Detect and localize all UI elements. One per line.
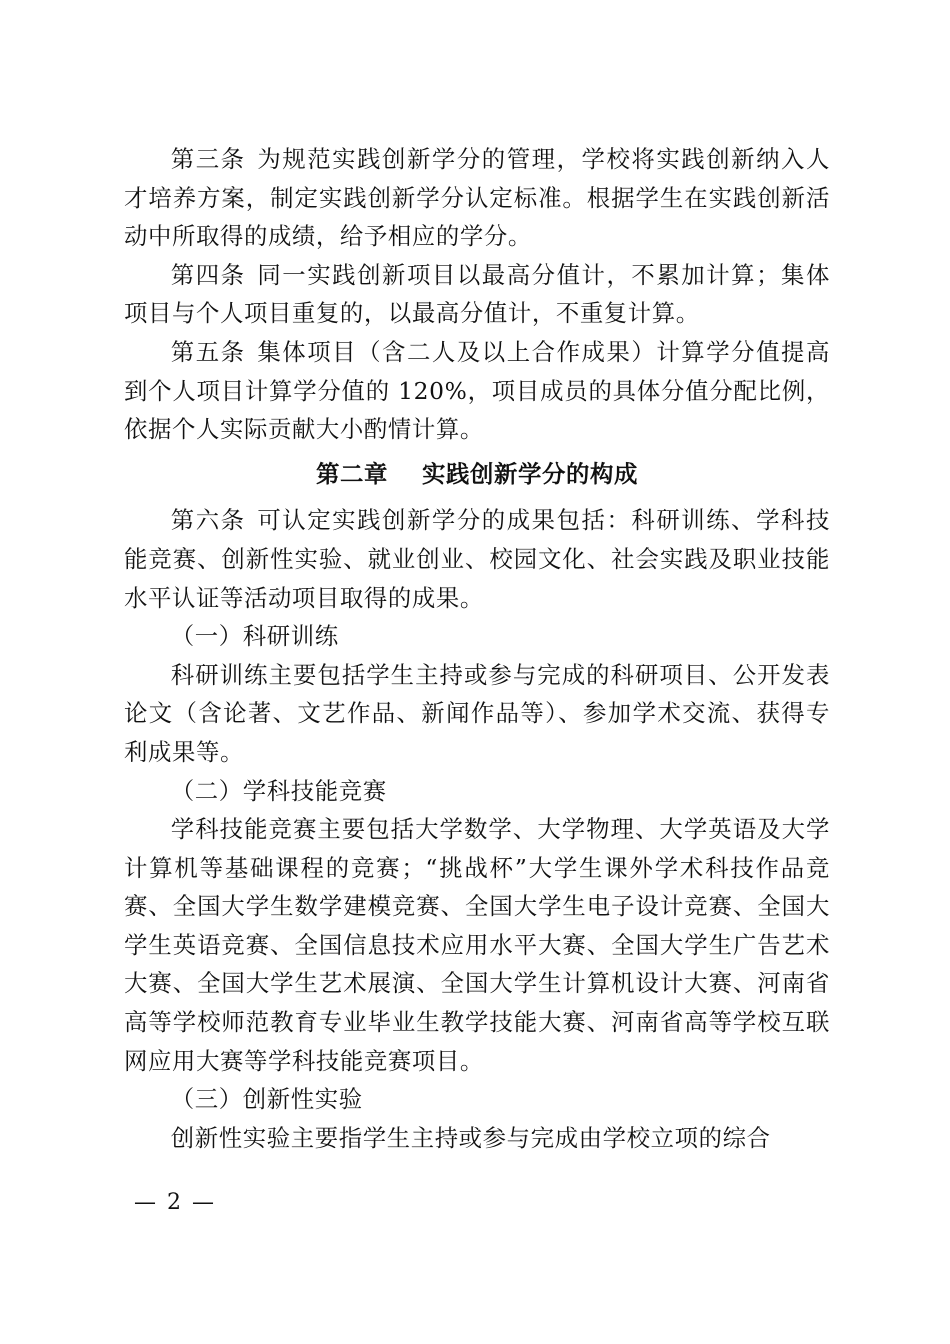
article-6 — [124, 501, 830, 617]
article-4-lead: 第四条 — [170, 260, 246, 289]
chapter-heading — [124, 449, 830, 502]
section-3-heading: （三）创新性实验 — [170, 1085, 363, 1114]
chapter-number: 第二章 — [316, 459, 389, 488]
section-1-heading: （一）科研训练 — [170, 622, 339, 651]
article-3 — [124, 140, 830, 256]
page-number: — 2 — — [134, 1190, 216, 1215]
section-1-text: 科研训练主要包括学生主持或参与完成的科研项目、公开发表论文（含论著、文艺作品、新闻作品等）、参加学术交流、获得专利成果等。 — [124, 660, 830, 766]
chapter-title: 实践创新学分的构成 — [422, 459, 638, 488]
article-5-text: 集体项目（含二人及以上合作成果）计算学分值提高到个人项目计算学分值的 120%，项目成员的具体分值分配比例，依据个人实际贡献大小酌情计算。 — [124, 337, 830, 444]
article-5-lead: 第五条 — [170, 337, 246, 366]
article-6-lead: 第六条 — [170, 506, 246, 535]
document-body — [124, 140, 830, 1157]
article-4-text: 同一实践创新项目以最高分值计，不累加计算；集体项目与个人项目重复的，以最高分值计，不重复计算。 — [124, 260, 830, 328]
article-3-text: 为规范实践创新学分的管理，学校将实践创新纳入人才培养方案，制定实践创新学分认定标准。根据学生在实践创新活动中所取得的成绩，给予相应的学分。 — [124, 145, 830, 251]
article-6-text: 可认定实践创新学分的成果包括：科研训练、学科技能竞赛、创新性实验、就业创业、校园文化、社会实践及职业技能水平认证等活动项目取得的成果。 — [124, 506, 830, 612]
article-3-lead: 第三条 — [170, 145, 246, 173]
article-5 — [124, 333, 830, 449]
section-2-heading: （二）学科技能竞赛 — [170, 776, 387, 805]
article-4 — [124, 256, 830, 333]
section-2-text: 学科技能竞赛主要包括大学数学、大学物理、大学英语及大学计算机等基础课程的竞赛；“挑战杯”大学生课外学术科技作品竞赛、全国大学生数学建模竞赛、全国大学生电子设计竞赛、全国大学生英语竞赛、全国信息技术应用水平大赛、全国大学生广告艺术大赛、全国大学生艺术展演、全国大学生计算机设计大赛、河南省高等学校师范教育专业毕业生教学技能大赛、河南省高等学校互联网应用大赛等学科技能竞赛项目。 — [124, 815, 830, 1075]
section-3-text: 创新性实验主要指学生主持或参与完成由学校立项的综合 — [170, 1123, 771, 1152]
